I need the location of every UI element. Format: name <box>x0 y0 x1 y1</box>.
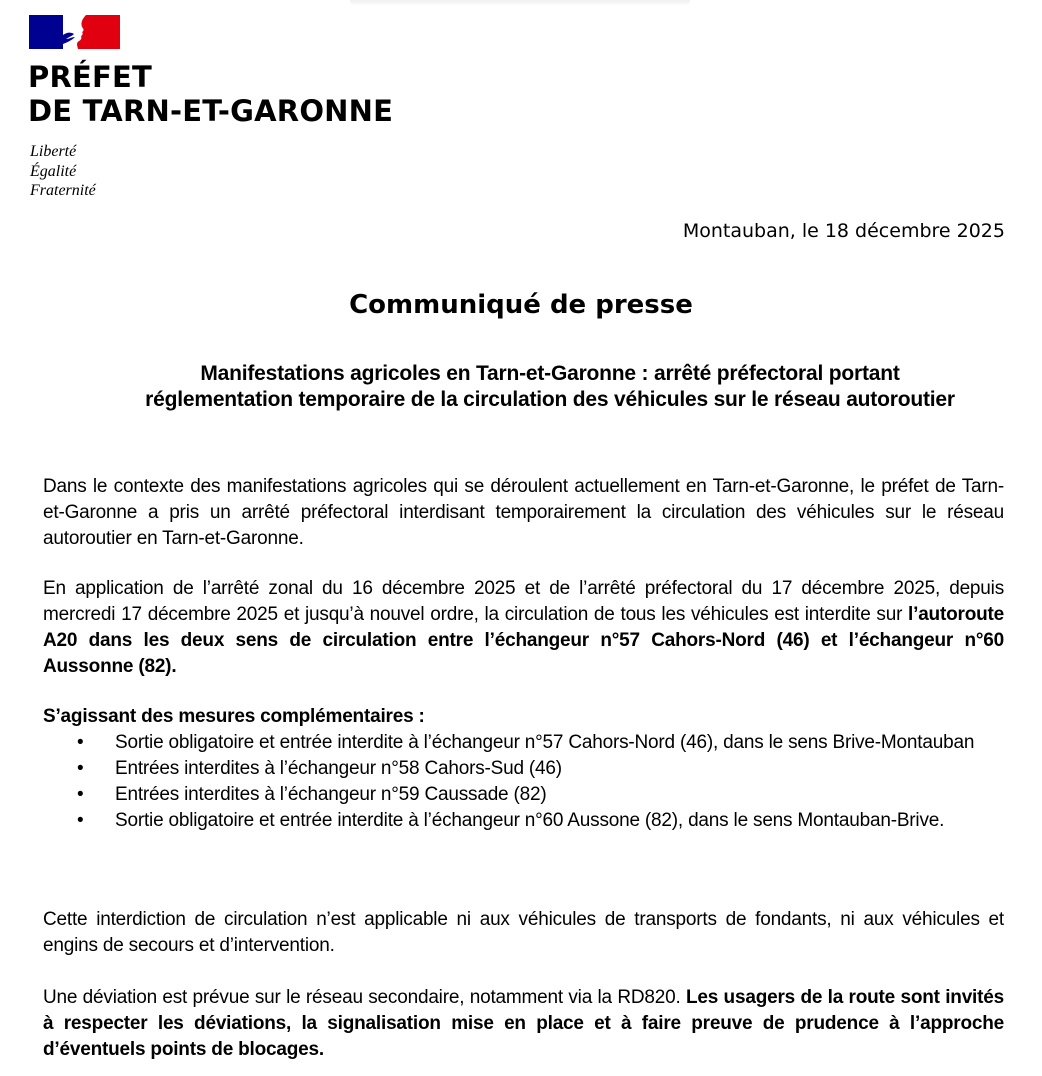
headline-line-2: réglementation temporaire de la circulation des véhicules sur le réseau autoroutier <box>145 388 955 411</box>
institution-line-2: DE TARN-ET-GARONNE <box>28 94 394 128</box>
list-item <box>43 756 1004 782</box>
marianne-logo-icon <box>29 15 120 49</box>
headline-line-1: Manifestations agricoles en Tarn-et-Garonne : arrêté préfectoral portant <box>200 362 900 385</box>
complementary-measures <box>43 704 1004 834</box>
republic-motto <box>30 142 96 201</box>
document-type-title: Communiqué de presse <box>349 290 693 320</box>
deviation-text: Une déviation est prévue sur le réseau secondaire, notamment via la RD820. <box>43 987 686 1008</box>
institution-line-1: PRÉFET <box>28 60 152 94</box>
institution-name <box>28 60 393 128</box>
application-paragraph <box>43 576 1004 680</box>
flag-white-band <box>63 15 86 49</box>
measures-list <box>43 730 1004 834</box>
list-item <box>43 782 1004 808</box>
list-item <box>43 808 1004 834</box>
flag-red-band <box>86 15 120 49</box>
motto-egalite: Égalité <box>30 162 77 180</box>
measure-text: Sortie obligatoire et entrée interdite à l’échangeur n°60 Aussone (82), dans le sens Montauban-Brive. <box>115 810 945 831</box>
press-release-headline <box>30 361 1042 413</box>
measures-title: S’agissant des mesures complémentaires : <box>43 706 425 727</box>
page-top-shadow <box>350 0 690 6</box>
list-item <box>43 730 1004 756</box>
place-and-date: Montauban, le 18 décembre 2025 <box>682 220 1005 242</box>
motto-liberte: Liberté <box>30 143 77 160</box>
marianne-profile-icon <box>63 15 86 49</box>
deviation-bold-text: Les usagers de la route sont invités à respecter les déviations, la signalisation mise en place et à faire preuve de prudence à l’approche d’éventuels points de blocages. <box>43 987 1005 1060</box>
measure-text: Entrées interdites à l’échangeur n°58 Cahors-Sud (46) <box>115 758 562 779</box>
application-text: En application de l’arrêté zonal du 16 décembre 2025 et de l’arrêté préfectoral du 17 décembre 2025, depuis mercredi 17 décembre 2025 et jusqu’à nouvel ordre, la circulation de tous les véhicules est interdite sur <box>43 578 1004 625</box>
deviation-paragraph <box>43 985 1004 1063</box>
bullet-icon: • <box>77 732 84 753</box>
measure-text: Entrées interdites à l’échangeur n°59 Caussade (82) <box>115 784 547 805</box>
measure-text: Sortie obligatoire et entrée interdite à l’échangeur n°57 Cahors-Nord (46), dans le sens Brive-Montauban <box>115 732 975 753</box>
bullet-icon: • <box>77 758 84 779</box>
application-bold-text: l’autoroute A20 dans les deux sens de circulation entre l’échangeur n°57 Cahors-Nord (46) et l’échangeur n°60 Aussonne (82). <box>43 604 1004 677</box>
exemption-paragraph: Cette interdiction de circulation n’est applicable ni aux véhicules de transports de fondants, ni aux véhicules et engins de secours et d’intervention. <box>43 909 1004 956</box>
bullet-icon: • <box>77 784 84 805</box>
bullet-icon: • <box>77 810 84 831</box>
flag-blue-band <box>29 15 63 49</box>
motto-fraternite: Fraternité <box>30 182 96 199</box>
intro-paragraph: Dans le contexte des manifestations agricoles qui se déroulent actuellement en Tarn-et-Garonne, le préfet de Tarn-et-Garonne a pris un arrêté préfectoral interdisant temporairement la circulation des véhicules sur le réseau autoroutier en Tarn-et-Garonne. <box>43 476 1004 549</box>
